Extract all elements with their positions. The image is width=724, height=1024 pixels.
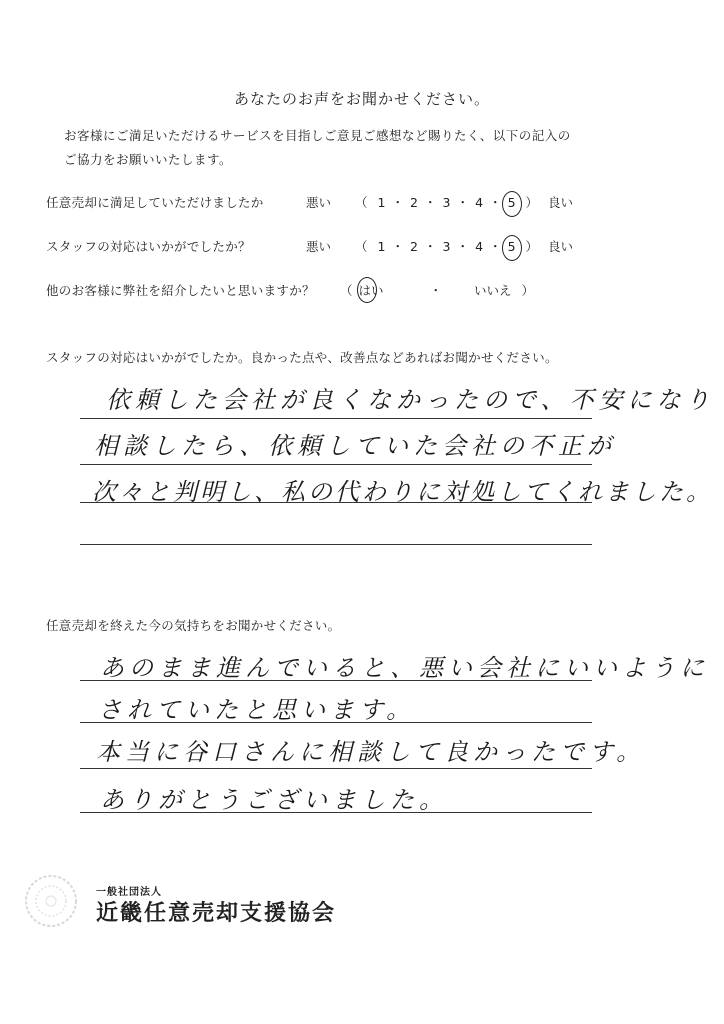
staff-rating-scale[interactable]: 悪い （ 1 ・ 2 ・ 3 ・ 4 ・ 5 ） 良い [306,239,574,254]
association-seal-icon [22,872,80,930]
scale-high-label: 良い [548,195,574,210]
writing-line [80,418,592,419]
comment2-handwritten-line-2: されていたと思います。 [98,696,416,724]
writing-line [80,812,592,813]
comment1-prompt: スタッフの対応はいかがでしたか。良かった点や、改善点などあればお聞かせください。 [46,350,558,365]
comment1-handwritten-line-2: 相談したら、依頼していた会社の不正が [94,432,616,460]
rating-5-circled[interactable]: 5 [502,195,522,210]
scale-high-label: 良い [548,239,574,254]
rating-4[interactable]: 4 [475,195,484,210]
rating-5-circled[interactable]: 5 [502,239,522,254]
writing-line [80,464,592,465]
rating-1[interactable]: 1 [377,195,386,210]
writing-line [80,722,592,723]
writing-line [80,502,592,503]
scale-low-label: 悪い [306,239,332,254]
rating-3[interactable]: 3 [442,195,451,210]
intro-line-1: お客様にご満足いただけるサービスを目指しご意見ご感想など賜りたく、以下の記入の [64,128,571,143]
comment2-prompt: 任意売却を終えた今の気持ちをお聞かせください。 [46,618,341,633]
satisfaction-rating-scale[interactable]: 悪い （ 1 ・ 2 ・ 3 ・ 4 ・ 5 ） 良い [306,195,574,210]
comment2-handwritten-line-3: 本当に谷口さんに相談して良かったです。 [96,738,646,766]
writing-line [80,680,592,681]
organization-name: 近畿任意売却支援協会 [96,901,337,926]
comment1-handwritten-line-3: 次々と判明し、私の代わりに対処してくれました。 [92,478,713,506]
scale-low-label: 悪い [306,195,332,210]
intro-line-2: ご協力をお願いいたします。 [64,152,233,167]
rating-1[interactable]: 1 [377,239,386,254]
question-satisfaction-label: 任意売却に満足していただけましたか [46,195,264,210]
referral-choice[interactable]: （ はい ・ いいえ ） [340,283,535,298]
rating-4[interactable]: 4 [475,239,484,254]
referral-no[interactable]: いいえ [474,283,512,298]
comment2-handwritten-line-4: ありがとうございました。 [100,786,448,814]
rating-2[interactable]: 2 [410,195,418,210]
comment2-handwritten-line-1: あのまま進んでいると、悪い会社にいいように [100,654,709,682]
survey-title: あなたのお声をお聞かせください。 [233,90,490,108]
question-referral-label: 他のお客様に弊社を紹介したいと思いますか？ [46,283,315,298]
rating-3[interactable]: 3 [442,239,451,254]
writing-line [80,768,592,769]
comment1-handwritten-line-1: 依頼した会社が良くなかったので、不安になり [106,386,715,414]
writing-line [80,544,592,545]
referral-yes-circled[interactable]: はい [358,283,384,298]
question-staff-label: スタッフの対応はいかがでしたか？ [46,239,251,254]
organization-type: 一般社団法人 [96,887,162,898]
rating-2[interactable]: 2 [410,239,418,254]
